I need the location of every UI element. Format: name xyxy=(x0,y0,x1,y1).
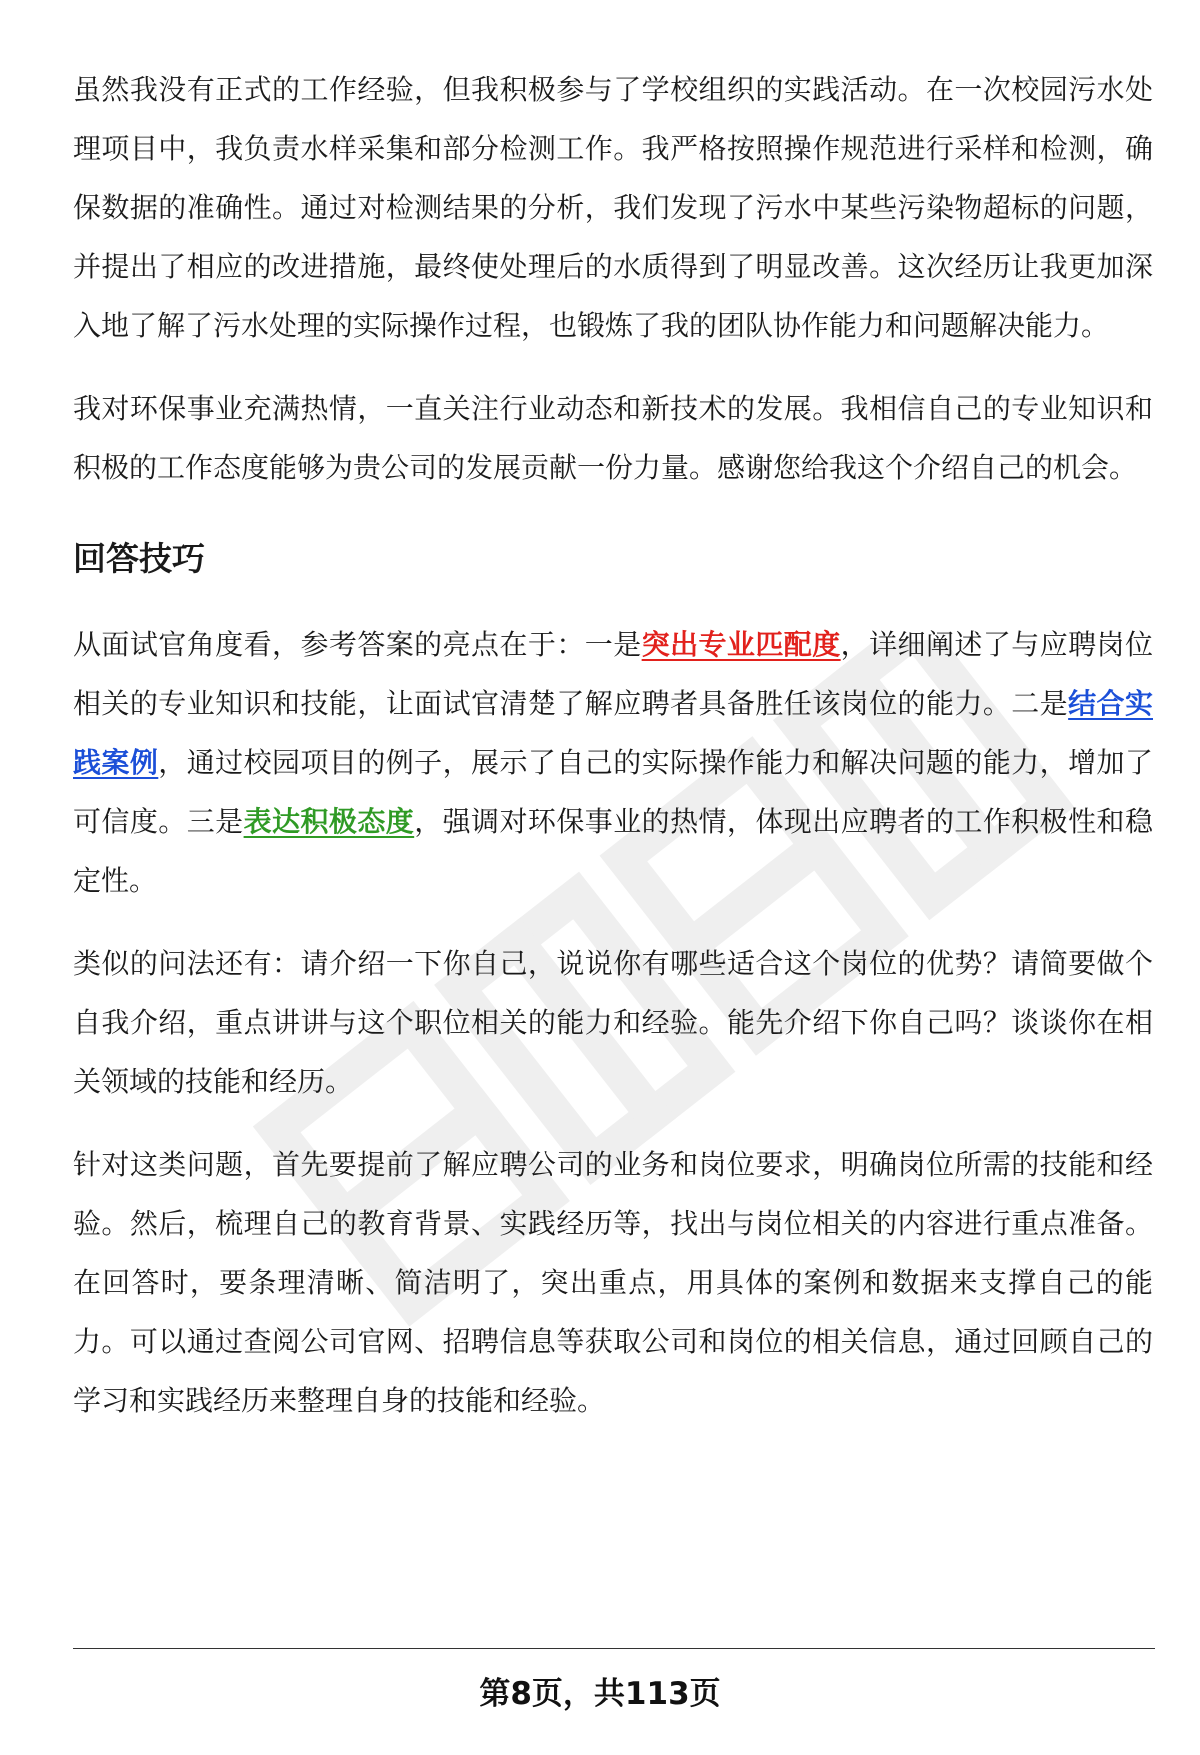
highlights-text-4: ，强调对环保事业的热情，体现出应聘者的工作积极性和稳定性。 xyxy=(73,805,1153,897)
footer-divider xyxy=(73,1648,1155,1649)
highlights-text-1: 从面试官角度看，参考答案的亮点在于：一是 xyxy=(73,628,642,661)
document-body xyxy=(73,60,1153,1430)
section-heading: 回答技巧 xyxy=(73,539,205,578)
paragraph-passion: 我对环保事业充满热情，一直关注行业动态和新技术的发展。我相信自己的专业知识和积极的工作态度能够为贵公司的发展贡献一份力量。感谢您给我这个介绍自己的机会。 xyxy=(73,392,1153,484)
highlight-positive-attitude: 表达积极态度 xyxy=(243,805,415,838)
page-number: 第8页，共113页 xyxy=(479,1676,721,1712)
highlights-text-3: ，通过校园项目的例子，展示了自己的实际操作能力和解决问题的能力，增加了可信度。三是 xyxy=(73,746,1153,838)
highlight-practice-case: 结合实践案例 xyxy=(73,687,1153,779)
paragraph-experience: 虽然我没有正式的工作经验，但我积极参与了学校组织的实践活动。在一次校园污水处理项目中，我负责水样采集和部分检测工作。我严格按照操作规范进行采样和检测，确保数据的准确性。通过对检测结果的分析，我们发现了污水中某些污染物超标的问题，并提出了相应的改进措施，最终使处理后的水质得到了明显改善。这次经历让我更加深入地了解了污水处理的实际操作过程，也锻炼了我的团队协作能力和问题解决能力。 xyxy=(73,73,1153,342)
paragraph-similar-questions: 类似的问法还有：请介绍一下你自己，说说你有哪些适合这个岗位的优势？请简要做个自我介绍，重点讲讲与这个职位相关的能力和经验。能先介绍下你自己吗？谈谈你在相关领域的技能和经历。 xyxy=(73,947,1153,1098)
highlight-professional-match: 突出专业匹配度 xyxy=(641,628,841,661)
paragraph-highlights xyxy=(73,615,1153,910)
highlights-text-2: ，详细阐述了与应聘岗位相关的专业知识和技能，让面试官清楚了解应聘者具备胜任该岗位的能力。二是 xyxy=(73,628,1153,720)
paragraph-answer-strategy: 针对这类问题，首先要提前了解应聘公司的业务和岗位要求，明确岗位所需的技能和经验。然后，梳理自己的教育背景、实践经历等，找出与岗位相关的内容进行重点准备。在回答时，要条理清晰、简洁明了，突出重点，用具体的案例和数据来支撑自己的能力。可以通过查阅公司官网、招聘信息等获取公司和岗位的相关信息，通过回顾自己的学习和实践经历来整理自身的技能和经验。 xyxy=(73,1148,1153,1417)
